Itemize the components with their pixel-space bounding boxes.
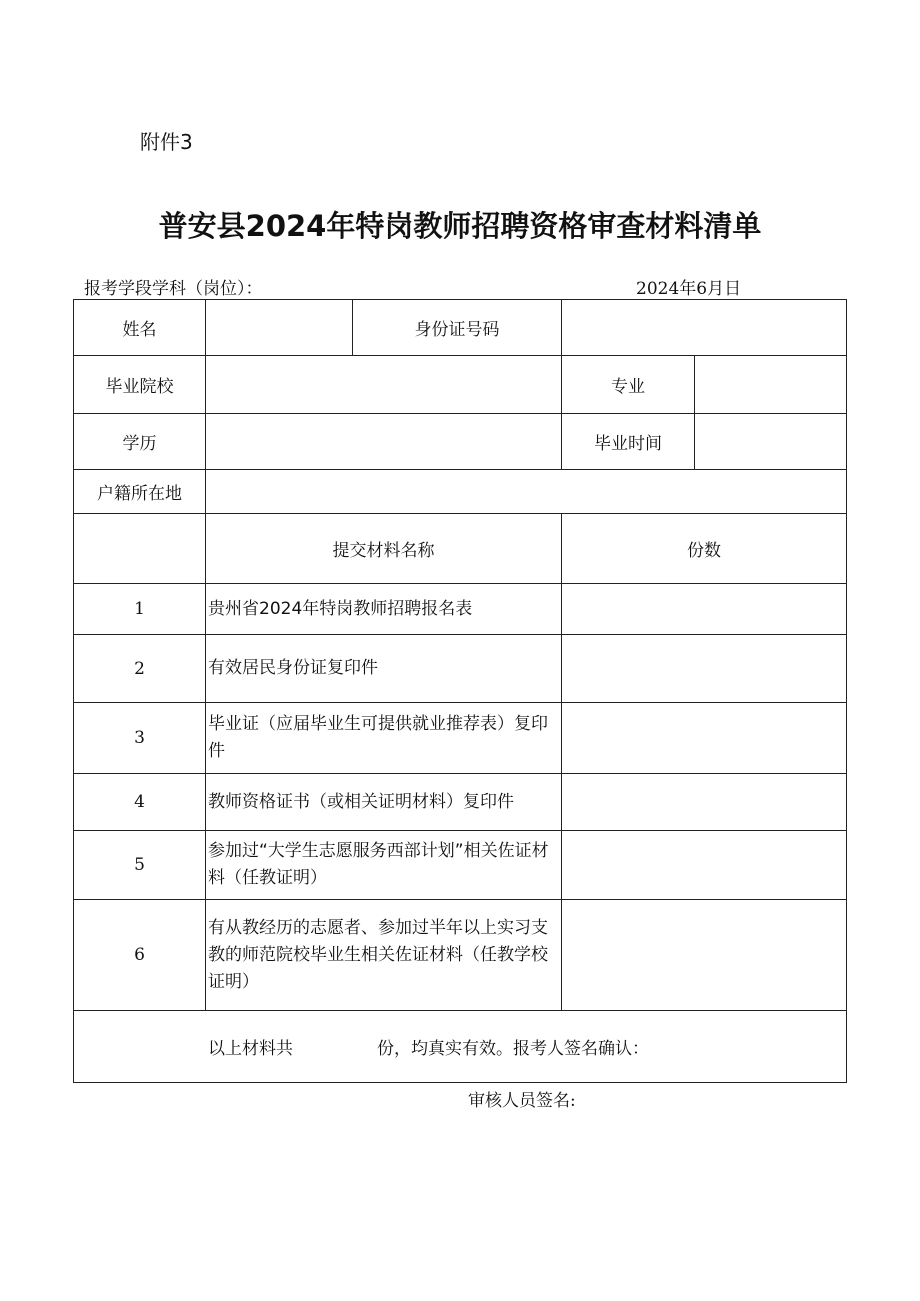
materials-header-row bbox=[74, 514, 847, 584]
item-count-cell[interactable] bbox=[562, 584, 847, 635]
item-name: 有从教经历的志愿者、参加过半年以上实习支教的师范院校毕业生相关佐证材料（任教学校证明） bbox=[206, 900, 562, 1011]
item-number: 3 bbox=[74, 703, 206, 774]
date-label: 2024年6月日 bbox=[636, 279, 742, 299]
major-label: 专业 bbox=[562, 356, 695, 414]
residence-label: 户籍所在地 bbox=[74, 470, 206, 514]
table-row bbox=[74, 584, 847, 635]
item-name: 有效居民身份证复印件 bbox=[206, 635, 562, 703]
row-school bbox=[74, 356, 847, 414]
major-value-cell[interactable] bbox=[695, 356, 847, 414]
table-row bbox=[74, 774, 847, 831]
item-number: 5 bbox=[74, 831, 206, 900]
total-prefix: 以上材料共 bbox=[208, 1039, 293, 1059]
attachment-label: 附件3 bbox=[140, 130, 193, 154]
materials-name-header: 提交材料名称 bbox=[206, 514, 562, 584]
item-count-cell[interactable] bbox=[562, 774, 847, 831]
subject-label: 报考学段学科（岗位）： bbox=[84, 279, 263, 299]
item-name: 参加过“大学生志愿服务西部计划”相关佐证材料（任教证明） bbox=[206, 831, 562, 900]
item-count-cell[interactable] bbox=[562, 900, 847, 1011]
item-name: 教师资格证书（或相关证明材料）复印件 bbox=[206, 774, 562, 831]
item-name: 贵州省2024年特岗教师招聘报名表 bbox=[206, 584, 562, 635]
row-education bbox=[74, 414, 847, 470]
item-number: 2 bbox=[74, 635, 206, 703]
school-value-cell[interactable] bbox=[206, 356, 562, 414]
reviewer-signature-label: 审核人员签名: bbox=[468, 1091, 576, 1111]
id-number-label: 身份证号码 bbox=[353, 300, 562, 356]
materials-count-header: 份数 bbox=[562, 514, 847, 584]
item-name: 毕业证（应届毕业生可提供就业推荐表）复印件 bbox=[206, 703, 562, 774]
page-title: 普安县2024年特岗教师招聘资格审查材料清单 bbox=[158, 209, 762, 243]
id-number-value-cell[interactable] bbox=[562, 300, 847, 356]
item-count-cell[interactable] bbox=[562, 831, 847, 900]
residence-value-cell[interactable] bbox=[206, 470, 847, 514]
review-form-table bbox=[73, 299, 847, 1083]
item-number: 6 bbox=[74, 900, 206, 1011]
name-value-cell[interactable] bbox=[206, 300, 353, 356]
item-count-cell[interactable] bbox=[562, 703, 847, 774]
grad-time-label: 毕业时间 bbox=[562, 414, 695, 470]
grad-time-value-cell[interactable] bbox=[695, 414, 847, 470]
education-label: 学历 bbox=[74, 414, 206, 470]
school-label: 毕业院校 bbox=[74, 356, 206, 414]
item-count-cell[interactable] bbox=[562, 635, 847, 703]
table-row bbox=[74, 900, 847, 1011]
table-row bbox=[74, 635, 847, 703]
row-name bbox=[74, 300, 847, 356]
item-number: 4 bbox=[74, 774, 206, 831]
materials-header-blank bbox=[74, 514, 206, 584]
total-confirmation[interactable] bbox=[74, 1011, 847, 1083]
name-label: 姓名 bbox=[74, 300, 206, 356]
total-suffix: 份，均真实有效。报考人签名确认： bbox=[377, 1039, 649, 1059]
table-row bbox=[74, 703, 847, 774]
table-row bbox=[74, 831, 847, 900]
row-residence bbox=[74, 470, 847, 514]
item-number: 1 bbox=[74, 584, 206, 635]
footer-row bbox=[74, 1011, 847, 1083]
education-value-cell[interactable] bbox=[206, 414, 562, 470]
